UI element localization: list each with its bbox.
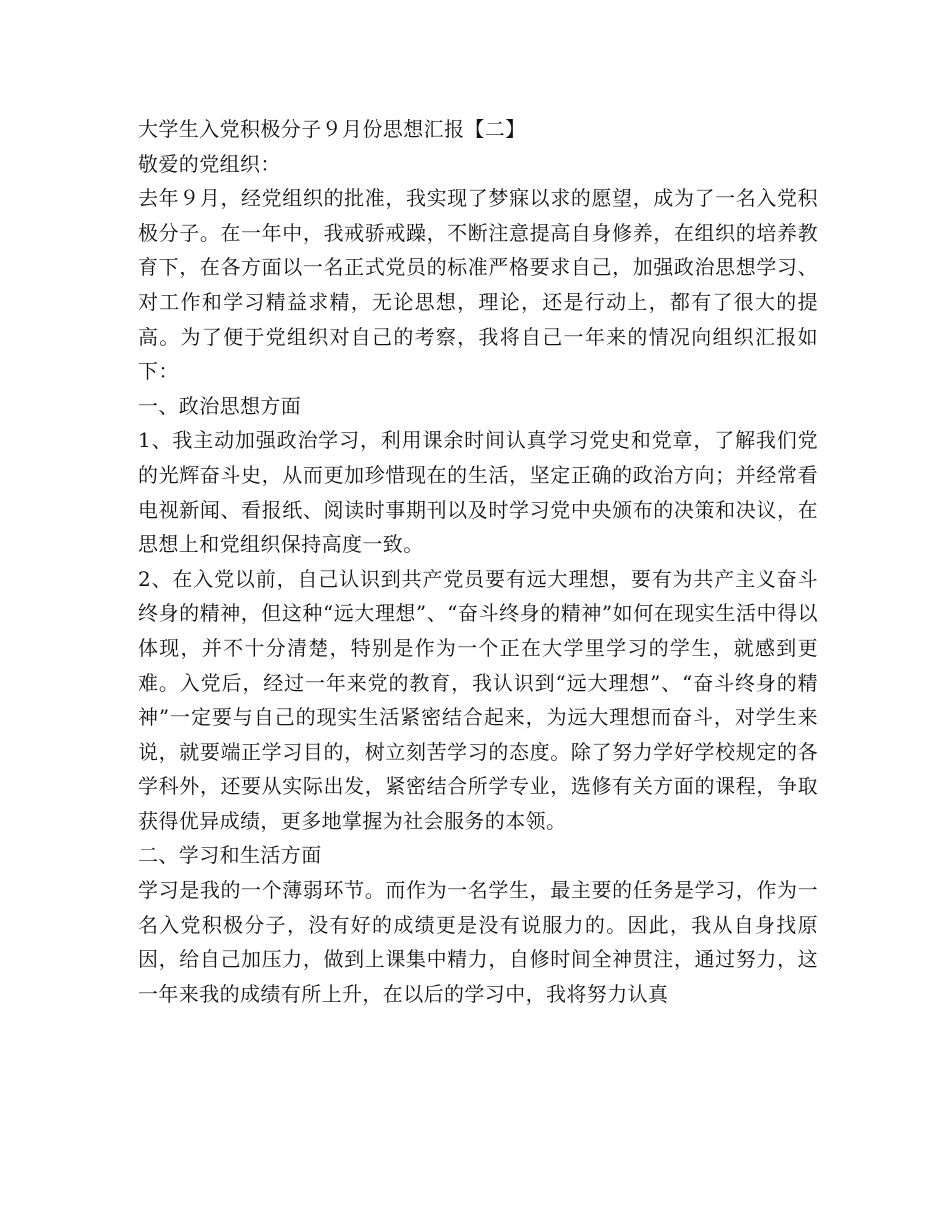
- salutation: 敬爱的党组织：: [138, 151, 281, 176]
- paragraph-intro: 去年９月，经党组织的批准，我实现了梦寐以求的愿望，成为了一名入党积极分子。在一年中，我戒骄戒躁，不断注意提高自身修养，在组织的培养教育下，在各方面以一名正式党员的标准严格要求自己，加强政治思想学习、对工作和学习精益求精，无论思想，理论，还是行动上，都有了很大的提高。为了便于党组织对自己的考察，我将自己一年来的情况向组织汇报如下：: [138, 186, 818, 384]
- paragraph-politics-1: 1、我主动加强政治学习，利用课余时间认真学习党史和党章，了解我们党的光辉奋斗史，从而更加珍惜现在的生活，坚定正确的政治方向；并经常看电视新闻、看报纸、阅读时事期刊以及时学习党中央颁布的决策和决议，在思想上和党组织保持高度一致。: [138, 428, 818, 557]
- paragraph-study: 学习是我的一个薄弱环节。而作为一名学生，最主要的任务是学习，作为一名入党积极分子，没有好的成绩更是没有说服力的。因此，我从自身找原因，给自己加压力，做到上课集中精力，自修时间全神贯注，通过努力，这一年来我的成绩有所上升，在以后的学习中，我将努力认真: [138, 878, 818, 1006]
- document-title: 大学生入党积极分子９月份思想汇报【二】: [138, 117, 526, 141]
- document-body: [138, 112, 818, 1011]
- section-heading-politics: 一、政治思想方面: [138, 393, 302, 418]
- section-heading-study-life: 二、学习和生活方面: [138, 843, 322, 868]
- paragraph-politics-2: 2、在入党以前，自己认识到共产党员要有远大理想，要有为共产主义奋斗终身的精神，但这种“远大理想”、“奋斗终身的精神”如何在现实生活中得以体现，并不十分清楚，特别是作为一个正在大学里学习的学生，就感到更难。入党后，经过一年来党的教育，我认识到“远大理想”、“奋斗终身的精神”一定要与自己的现实生活紧密结合起来，为远大理想而奋斗，对学生来说，就要端正学习目的，树立刻苦学习的态度。除了努力学好学校规定的各学科外，还要从实际出发，紧密结合所学专业，选修有关方面的课程，争取获得优异成绩，更多地掌握为社会服务的本领。: [138, 566, 818, 833]
